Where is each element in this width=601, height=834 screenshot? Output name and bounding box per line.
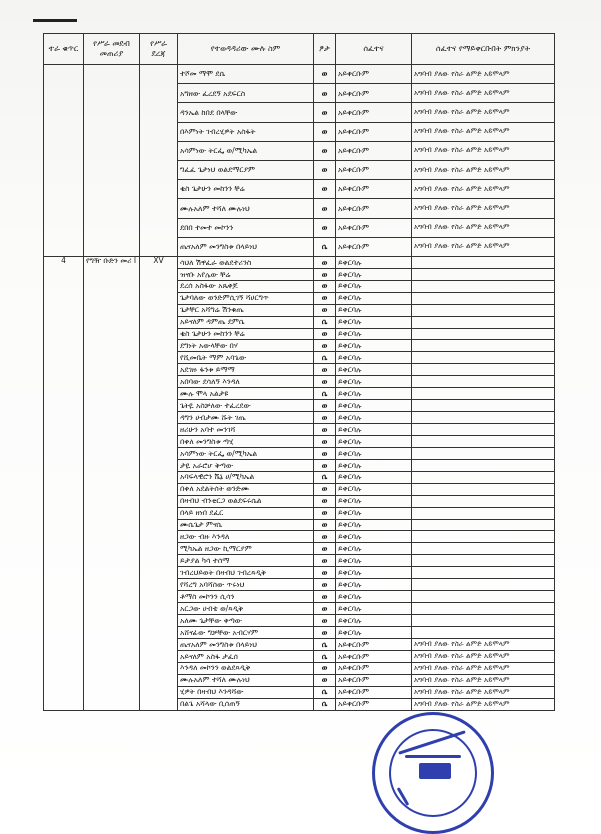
cell-sex: ወ [314, 141, 336, 160]
cell-sex: ሴ [314, 388, 336, 400]
cell-name: ጌታባለው ወንድምሲገኝ ሻሀርግጥ [178, 292, 314, 304]
candidates-table [43, 33, 555, 711]
cell-name: ተሾመ ማሞ ደሴ [178, 65, 314, 84]
cell-name: ቂስ ጌታሁን መከንን ቸሬ [178, 328, 314, 340]
cell-name: ዘሪሁን አባተ መንገሻ [178, 424, 314, 436]
cell-result: ይቀርባሉ [336, 591, 412, 603]
cell-name: ሙሉአለም ተሻለ ሙሉነህ [178, 199, 314, 218]
cell-result: ይቀርባሉ [336, 471, 412, 483]
cell-reason: አግባብ ያለው የስራ ልምድ አይሞላም [412, 662, 555, 674]
cell-reason: አግባብ ያለው የስራ ልምድ አይሞላም [412, 638, 555, 650]
cell-no [44, 65, 84, 257]
header-department: የሥራ መደብ መጠሪያ [84, 34, 140, 65]
stamp-emblem [419, 763, 451, 779]
cell-result: አይቀርቡም [336, 65, 412, 84]
cell-name: ዘጋው ብዙ እንዳለ [178, 531, 314, 543]
cell-reason [412, 280, 555, 292]
cell-result: ይቀርባሉ [336, 376, 412, 388]
cell-sex: ወ [314, 199, 336, 218]
cell-sex: ወ [314, 280, 336, 292]
cell-reason: አግባብ ያለው የስራ ልምድ አይሞላም [412, 141, 555, 160]
cell-result: ይቀርባሉ [336, 292, 412, 304]
cell-sex: ወ [314, 122, 336, 141]
cell-name: የሻረግ አባሻሰው ጥሩነህ [178, 579, 314, 591]
cell-sex: ወ [314, 328, 336, 340]
cell-sex: ወ [314, 459, 336, 471]
cell-result: ይቀርባሉ [336, 543, 412, 555]
cell-result: አይቀርቡም [336, 674, 412, 686]
cell-name: እንዳለ መኮንን ወልደጻዲቅ [178, 662, 314, 674]
cell-name: ገብረህይወት በዛብህ ገብረጻዲቅ [178, 567, 314, 579]
cell-sex: ወ [314, 603, 336, 615]
header-result: ሰፈተና [336, 34, 412, 65]
cell-result: ይቀርባሉ [336, 507, 412, 519]
cell-sex: ወ [314, 626, 336, 638]
cell-reason [412, 435, 555, 447]
cell-result: ይቀርባሉ [336, 603, 412, 615]
cell-result: ይቀርባሉ [336, 352, 412, 364]
cell-sex: ወ [314, 412, 336, 424]
cell-result: ይቀርባሉ [336, 615, 412, 627]
cell-name: ሂዎት በዛብህ እንዳሻው [178, 686, 314, 698]
cell-reason [412, 328, 555, 340]
cell-name: ዳንኤል ከበደ በላቸው [178, 103, 314, 122]
cell-name: አግዘው ፈረደኝ አደፍርስ [178, 84, 314, 103]
cell-result: ይቀርባሉ [336, 280, 412, 292]
cell-result: አይቀርቡም [336, 686, 412, 698]
cell-reason: አግባብ ያለው የስራ ልምድ አይሞላም [412, 160, 555, 179]
cell-sex: ወ [314, 435, 336, 447]
cell-sex: ወ [314, 180, 336, 199]
cell-name: በዛብህ ብንቲርጋ ወልደፍሩሴል [178, 495, 314, 507]
cell-sex: ወ [314, 555, 336, 567]
cell-name: ሙሉአለም ተሻለ ሙሉነህ [178, 674, 314, 686]
cell-name: ዝናቡ አየሌው ቸሬ [178, 268, 314, 280]
cell-sex: ወ [314, 65, 336, 84]
cell-result: ይቀርባሉ [336, 519, 412, 531]
cell-result: ይቀርባሉ [336, 579, 412, 591]
cell-reason: አግባብ ያለው የስራ ልምድ አይሞላም [412, 84, 555, 103]
cell-sex: ወ [314, 218, 336, 237]
cell-sex: ወ [314, 160, 336, 179]
cell-result: ይቀርባሉ [336, 316, 412, 328]
cell-result: አይቀርቡም [336, 141, 412, 160]
cell-name: ደበበ ተመተ መኮንን [178, 218, 314, 237]
cell-reason [412, 364, 555, 376]
cell-reason: አግባብ ያለው የስራ ልምድ አይሞላም [412, 650, 555, 662]
cell-reason: አግባብ ያለው የስራ ልምድ አይሞላም [412, 65, 555, 84]
cell-name: አሳምነው ትርፌ ወ/ሚካኤል [178, 447, 314, 459]
cell-name: ሙሴጌታ ምናሴ [178, 519, 314, 531]
cell-sex: ሴ [314, 686, 336, 698]
cell-result: ይቀርባሉ [336, 364, 412, 376]
cell-sex: ሴ [314, 698, 336, 710]
cell-reason [412, 304, 555, 316]
cell-reason [412, 567, 555, 579]
cell-reason: አግባብ ያለው የስራ ልምድ አይሞላም [412, 199, 555, 218]
cell-reason [412, 555, 555, 567]
cell-grade: XV [140, 256, 178, 710]
cell-result: አይቀርቡም [336, 180, 412, 199]
header-sex: ፆታ [314, 34, 336, 65]
cell-sex: ሴ [314, 471, 336, 483]
cell-sex: ወ [314, 84, 336, 103]
official-stamp [372, 712, 494, 834]
header-reason: ሰፈተና የማይቀርቡበት ምክንያት [412, 34, 555, 65]
cell-sex: ወ [314, 304, 336, 316]
cell-sex: ወ [314, 579, 336, 591]
cell-sex: ወ [314, 674, 336, 686]
cell-name: ሳህለ ሽዋፈራ ወልደተሪንስ [178, 256, 314, 268]
cell-name: አሳምነው ትርፌ ወ/ሚካኤል [178, 141, 314, 160]
cell-result: ይቀርባሉ [336, 340, 412, 352]
cell-sex: ወ [314, 340, 336, 352]
cell-result: አይቀርቡም [336, 160, 412, 179]
cell-department: የግዥ ቡድን መሪ I [84, 256, 140, 710]
cell-name: ደረሰ አስፋው አጼቀጆ [178, 280, 314, 292]
cell-reason [412, 519, 555, 531]
cell-result: ይቀርባሉ [336, 626, 412, 638]
cell-name: ታዬ አራሮሆ ቅጣው [178, 459, 314, 471]
cell-name: ግፈፈ ጌታነህ ወልደማርያም [178, 160, 314, 179]
cell-sex: ሴ [314, 316, 336, 328]
cell-result: ይቀርባሉ [336, 328, 412, 340]
header-name: የተወዳዳሪው ሙሉ ስም [178, 34, 314, 65]
top-mark [33, 19, 77, 22]
cell-result: አይቀርቡም [336, 218, 412, 237]
cell-sex: ወ [314, 531, 336, 543]
cell-sex: ወ [314, 615, 336, 627]
cell-result: ይቀርባሉ [336, 256, 412, 268]
cell-result: አይቀርቡም [336, 103, 412, 122]
cell-name: አለሙ ጌታቸው ቀጣው [178, 615, 314, 627]
cell-reason [412, 268, 555, 280]
cell-reason: አግባብ ያለው የስራ ልምድ አይሞላም [412, 103, 555, 122]
cell-name: በልጌ አሻላው ቢሰጠኝ [178, 698, 314, 710]
cell-reason [412, 256, 555, 268]
cell-name: ሚካኤል ዘጋው ኪማርያም [178, 543, 314, 555]
cell-name: ይታያል ካሳ ተሰማ [178, 555, 314, 567]
table-row [44, 65, 555, 84]
cell-result: ይቀርባሉ [336, 424, 412, 436]
cell-reason: አግባብ ያለው የስራ ልምድ አይሞላም [412, 237, 555, 256]
cell-reason [412, 412, 555, 424]
cell-sex: ወ [314, 662, 336, 674]
cell-reason [412, 340, 555, 352]
cell-sex: ሴ [314, 352, 336, 364]
cell-name: ሙሉ ሞላ አልታዩ [178, 388, 314, 400]
cell-name: በቀለ አደልትሰት ወንድሙ [178, 483, 314, 495]
cell-reason [412, 543, 555, 555]
cell-result: ይቀርባሉ [336, 483, 412, 495]
cell-reason [412, 603, 555, 615]
cell-reason [412, 424, 555, 436]
cell-result: ይቀርባሉ [336, 495, 412, 507]
cell-name: በላይ ዘነበ ደፈር [178, 507, 314, 519]
cell-sex: ወ [314, 543, 336, 555]
cell-reason [412, 400, 555, 412]
cell-reason [412, 507, 555, 519]
cell-reason [412, 531, 555, 543]
cell-name: ቶማስ መኮንን ሲሳን [178, 591, 314, 603]
cell-sex: ወ [314, 483, 336, 495]
cell-reason [412, 495, 555, 507]
cell-reason [412, 447, 555, 459]
cell-result: ይቀርባሉ [336, 531, 412, 543]
cell-reason: አግባብ ያለው የስራ ልምድ አይሞላም [412, 218, 555, 237]
cell-result: ይቀርባሉ [336, 388, 412, 400]
cell-sex: ወ [314, 447, 336, 459]
cell-sex: ሴ [314, 650, 336, 662]
cell-sex: ወ [314, 364, 336, 376]
cell-grade [140, 65, 178, 257]
table-row [44, 256, 555, 268]
cell-name: አሸናፊው ግቻቸው አብርሃም [178, 626, 314, 638]
cell-result: አይቀርቡም [336, 84, 412, 103]
cell-name: ደግነት አውላቸው በሃ [178, 340, 314, 352]
cell-sex: ወ [314, 256, 336, 268]
cell-result: አይቀርቡም [336, 698, 412, 710]
cell-name: አይናለም ዳምጤ ደምሴ [178, 316, 314, 328]
cell-result: አይቀርቡም [336, 638, 412, 650]
cell-sex: ወ [314, 591, 336, 603]
cell-result: አይቀርቡም [336, 662, 412, 674]
cell-sex: ወ [314, 268, 336, 280]
cell-reason [412, 615, 555, 627]
cell-name: ጤናአለም መንግስቱ በላይነህ [178, 638, 314, 650]
cell-name: ዳግን ሀብታሙ ሹት ገጤ [178, 412, 314, 424]
cell-name: አባፍላዊሮን ሼኔ ሀ/ሚካኤል [178, 471, 314, 483]
cell-result: ይቀርባሉ [336, 412, 412, 424]
cell-reason: አግባብ ያለው የስራ ልምድ አይሞላም [412, 686, 555, 698]
cell-result: አይቀርቡም [336, 237, 412, 256]
cell-sex: ወ [314, 567, 336, 579]
cell-reason: አግባብ ያለው የስራ ልምድ አይሞላም [412, 674, 555, 686]
cell-reason [412, 459, 555, 471]
header-grade: የሥራ ደረጃ [140, 34, 178, 65]
cell-reason [412, 292, 555, 304]
cell-result: ይቀርባሉ [336, 459, 412, 471]
cell-name: በቀለ መንግስቱ ጣሂ [178, 435, 314, 447]
cell-result: ይቀርባሉ [336, 447, 412, 459]
cell-sex: ሴ [314, 237, 336, 256]
cell-result: ይቀርባሉ [336, 400, 412, 412]
cell-reason: አግባብ ያለው የስራ ልምድ አይሞላም [412, 180, 555, 199]
cell-sex: ወ [314, 103, 336, 122]
cell-sex: ወ [314, 519, 336, 531]
cell-reason: አግባብ ያለው የስራ ልምድ አይሞላም [412, 122, 555, 141]
cell-sex: ወ [314, 292, 336, 304]
cell-name: በእምነት ገብረሂዎት አስፋት [178, 122, 314, 141]
cell-name: አደገዙ ፋንቱ ይማማ [178, 364, 314, 376]
cell-sex: ወ [314, 424, 336, 436]
cell-sex: ወ [314, 400, 336, 412]
cell-result: ይቀርባሉ [336, 435, 412, 447]
cell-result: ይቀርባሉ [336, 304, 412, 316]
cell-name: ጌትዬ አስቻለው ተፈረደው [178, 400, 314, 412]
table-header-row [44, 34, 555, 65]
cell-reason [412, 388, 555, 400]
cell-result: ይቀርባሉ [336, 268, 412, 280]
cell-name: አይናለም አስፋ ታፈሰ [178, 650, 314, 662]
cell-name: አርጋው ሀብቴ ወ/ጻዲቅ [178, 603, 314, 615]
cell-result: አይቀርቡም [336, 199, 412, 218]
cell-department [84, 65, 140, 257]
cell-result: ይቀርባሉ [336, 555, 412, 567]
stamp-ring-mark [405, 755, 461, 758]
cell-reason: አግባብ ያለው የስራ ልምድ አይሞላም [412, 698, 555, 710]
cell-reason [412, 579, 555, 591]
cell-sex: ወ [314, 376, 336, 388]
cell-reason [412, 591, 555, 603]
cell-sex: ሴ [314, 638, 336, 650]
cell-name: የሺመቤት ማም አባጌው [178, 352, 314, 364]
cell-reason [412, 316, 555, 328]
cell-name: ጌታቸር አሻግሬ ሽንቁጤ [178, 304, 314, 316]
header-no: ተራ ቁጥር [44, 34, 84, 65]
cell-reason [412, 376, 555, 388]
cell-result: ይቀርባሉ [336, 567, 412, 579]
cell-reason [412, 483, 555, 495]
cell-reason [412, 626, 555, 638]
cell-result: አይቀርቡም [336, 650, 412, 662]
cell-result: አይቀርቡም [336, 122, 412, 141]
cell-sex: ወ [314, 495, 336, 507]
cell-name: ቂስ ጌታሁን መከንን ቸሬ [178, 180, 314, 199]
cell-name: አበባው ደሳለኝ እንዳለ [178, 376, 314, 388]
cell-no: 4 [44, 256, 84, 710]
cell-reason [412, 471, 555, 483]
cell-name: ጤናአለም መንግስቱ በላይነህ [178, 237, 314, 256]
cell-reason [412, 352, 555, 364]
cell-sex: ወ [314, 507, 336, 519]
